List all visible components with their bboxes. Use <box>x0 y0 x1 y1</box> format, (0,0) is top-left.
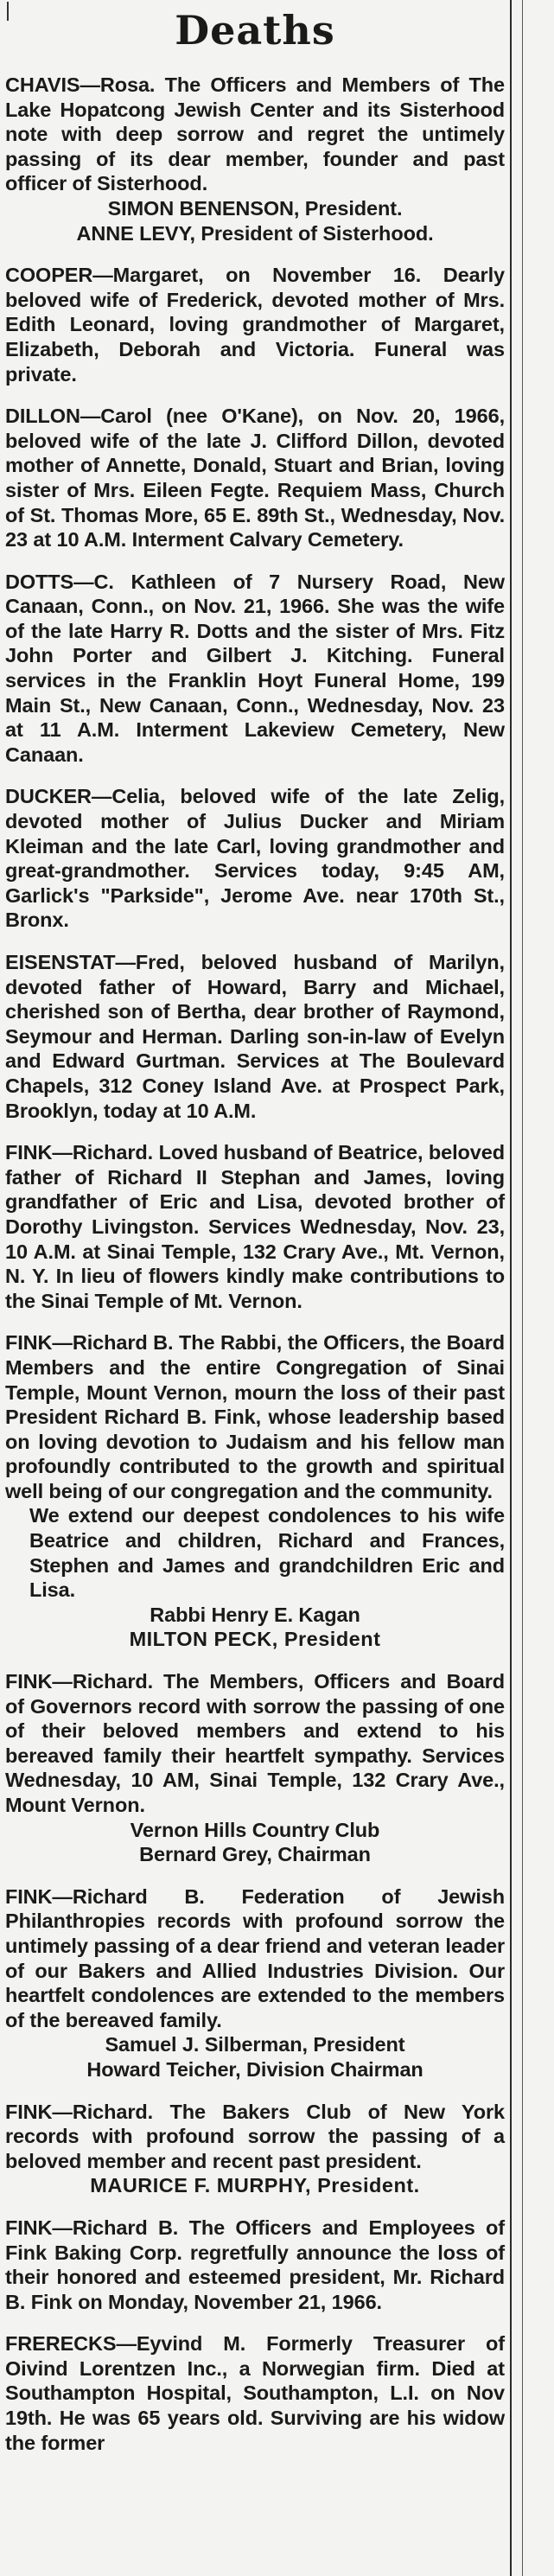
notice-fink-sinai-temple <box>5 1330 505 1652</box>
notice-signature: Samuel J. Silberman, President <box>105 2033 405 2056</box>
notice-signature: MILTON PECK, President <box>129 1628 381 1651</box>
notice-fink-baking-corp <box>5 2216 505 2314</box>
notice-name: FINK—Richard. <box>5 2100 154 2123</box>
notice-text: beloved husband of Marilyn, devoted father of Howard, Barry and Michael, cherished son of Bertha, dear brother of Raymond, Seymour and Herman. Darling son-in-law of Evelyn and Edward Gurtman. Services at The Boulevard Chapels, 312 Coney Island Ave. at Prospect Park, Brooklyn, today at 10 A.M. <box>5 951 505 1122</box>
obituary-column <box>5 0 512 2472</box>
notice-eisenstat <box>5 950 505 1123</box>
notice-text: The Officers and Members of The Lake Hopatcong Jewish Center and its Sisterhood note with deep sorrow and regret the untimely passing of its dear member, founder and past officer of Sisterhood. <box>5 73 505 195</box>
notice-text: The Members, Officers and Board of Governors record with sorrow the passing of one of their beloved members and extend to his bereaved family their heartfelt sympathy. Services Wednesday, 10 AM, Sinai Temple, 132 Crary Ave., Mount Vernon. <box>5 1670 505 1816</box>
notice-signature: Rabbi Henry E. Kagan <box>150 1603 360 1626</box>
notice-ducker <box>5 784 505 933</box>
notice-signature: Howard Teicher, Division Chairman <box>86 2057 423 2081</box>
notice-dotts <box>5 570 505 768</box>
notice-name: DILLON—Carol <box>5 405 152 428</box>
notice-text: The Rabbi, the Officers, the Board Members and the entire Congregation of Sinai Temple, Mount Vernon, mourn the loss of their past President Richard B. Fink, whose leadership based on loving devotion to Judaism and his fellow man profoundly contributed to the growth and spiritual well being of our congregation and the community. <box>5 1331 506 1502</box>
notice-name: DUCKER—Celia, <box>5 785 166 808</box>
notice-fink-federation <box>5 1884 505 2082</box>
notice-extra-text: We extend our deepest condolences to his wife Beatrice and children, Richard and Frances, Stephen and James and grandchildren Eric and Lisa. <box>29 1504 505 1602</box>
notice-name: DOTTS—C. Kathleen <box>5 570 216 593</box>
notice-name: FRERECKS—Eyvind M. <box>5 2332 246 2356</box>
notice-name: EISENSTAT—Fred, <box>5 951 185 973</box>
notice-name: FINK—Richard. <box>5 1141 154 1164</box>
notice-text: beloved wife of the late Zelig, devoted mother of Julius Ducker and Miriam Kleiman and the late Carl, loving grandmother and great-grandmother. Services today, 9:45 AM, Garlick's "Parkside", Jerome Ave. near 170th St., Bronx. <box>5 785 506 932</box>
notice-fink-bakers-club <box>5 2100 505 2198</box>
notice-name: CHAVIS—Rosa. <box>5 73 156 96</box>
notice-signature: Vernon Hills Country Club <box>130 1818 380 1841</box>
notice-text: of 7 Nursery Road, New Canaan, Conn., on Nov. 21, 1966. She was the wife of the late Harry R. Dotts and the sister of Mrs. Fitz John Porter and Gilbert J. Kitching. Funeral services in the Franklin Hoyt Funeral Home, 199 Main St., New Canaan, Conn., Wednesday, Nov. 23 at 11 A.M. Interment Lakeview Cemetery, New Canaan. <box>5 570 505 766</box>
section-heading: Deaths <box>175 7 335 54</box>
notice-text: Federation of Jewish Philanthropies records with profound sorrow the untimely passing of a dear friend and veteran leader of our Bakers and Allied Industries Division. Our heartfelt condolences are extended to the members of the bereaved family. <box>5 1884 505 2031</box>
notice-text: The Bakers Club of New York records with profound sorrow the passing of a beloved member and recent past president. <box>5 2100 506 2172</box>
notice-chavis <box>5 73 505 245</box>
notice-name: COOPER—Margaret, <box>5 264 204 287</box>
column-rule-thin <box>522 0 523 2576</box>
notice-text: Loved husband of Beatrice, beloved father of Richard II Stephan and James, loving grandfather of Eric and Lisa, devoted brother of Dorothy Livingston. Services Wednesday, Nov. 23, 10 A.M. at Sinai Temple, 132 Crary Ave., Mt. Vernon, N. Y. In lieu of flowers kindly make contributions to the Sinai Temple of Mt. Vernon. <box>5 1141 505 1312</box>
notice-signature: MAURICE F. MURPHY, President. <box>90 2174 420 2197</box>
notice-dillon <box>5 404 505 552</box>
notice-name: FINK—Richard. <box>5 1670 154 1693</box>
notice-name: FINK—Richard B. <box>5 2216 179 2239</box>
notice-frerecks <box>5 2331 505 2455</box>
notice-cooper <box>5 263 505 386</box>
notice-fink-family <box>5 1140 505 1313</box>
notice-text: (nee O'Kane), on Nov. 20, 1966, beloved wife of the late J. Clifford Dillon, devoted mother of Annette, Donald, Stuart and Brian, loving sister of Mrs. Eileen Fegte. Requiem Mass, Church of St. Thomas More, 65 E. 89th St., Wednesday, Nov. 23 at 10 A.M. Interment Calvary Cemetery. <box>5 405 505 552</box>
notice-name: FINK—Richard B. <box>5 1331 174 1355</box>
notice-text: Formerly Treasurer of Oivind Lorentzen Inc., a Norwegian firm. Died at Southampton Hospital, Southampton, L.I. on Nov 19th. He was 65 years old. Surviving are his widow the former <box>5 2332 505 2454</box>
notice-signature: Bernard Grey, Chairman <box>139 1843 371 1866</box>
notice-signature: ANNE LEVY, President of Sisterhood. <box>76 221 434 245</box>
notice-fink-country-club <box>5 1669 505 1867</box>
notice-text: The Officers and Employees of Fink Baking Corp. regretfully announce the loss of their honored and esteemed president, Mr. Richard B. Fink on Monday, November 21, 1966. <box>5 2216 505 2313</box>
notice-signature: SIMON BENENSON, President. <box>107 196 403 220</box>
notice-name: FINK—Richard B. <box>5 1884 205 1908</box>
notice-text: on November 16. Dearly beloved wife of Frederick, devoted mother of Mrs. Edith Leonard, loving grandmother of Margaret, Elizabeth, Deborah and Victoria. Funeral was private. <box>5 264 505 386</box>
